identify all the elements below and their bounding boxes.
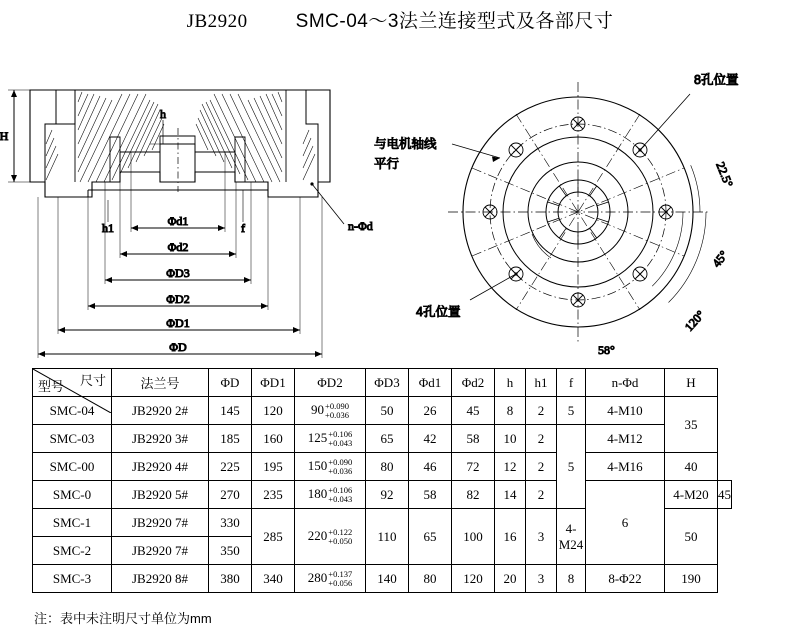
- page-title: [0, 6, 800, 33]
- cell-nd: 4-M12: [586, 425, 665, 453]
- header-h1: h1: [526, 369, 557, 397]
- cell-D1: 235: [252, 481, 295, 509]
- cell-flange: JB2920 2#: [112, 397, 209, 425]
- cell-h1: 2: [526, 425, 557, 453]
- cell-f: 5: [557, 397, 586, 425]
- technical-drawing: [0, 32, 800, 368]
- header-flange: 法兰号: [112, 369, 209, 397]
- cell-D1: 285: [252, 509, 295, 565]
- cell-h: 16: [495, 509, 526, 565]
- table-header-row: [33, 369, 732, 397]
- cell-H: 35: [665, 397, 718, 453]
- label-angle-22-5: 22.5°: [713, 159, 736, 190]
- cell-d2: 82: [452, 481, 495, 509]
- cell-nd: 4-M10: [586, 397, 665, 425]
- cell-flange: JB2920 4#: [112, 453, 209, 481]
- cell-model: SMC-3: [33, 565, 112, 593]
- cell-d1: 80: [409, 565, 452, 593]
- cell-D3: 92: [366, 481, 409, 509]
- cell-h: 10: [495, 425, 526, 453]
- label-angle-45: 45°: [709, 247, 731, 270]
- cell-flange: JB2920 7#: [112, 509, 209, 537]
- label-angle-120: 120°: [681, 307, 708, 335]
- cell-D3: 80: [366, 453, 409, 481]
- cell-f: 5: [557, 425, 586, 509]
- title-code: JB2920: [186, 11, 248, 32]
- table-row: [33, 565, 732, 593]
- cell-D2: 125+0.106 +0.043: [295, 425, 366, 453]
- cell-d1: 26: [409, 397, 452, 425]
- cell-nd: 4-M20: [665, 481, 718, 509]
- header-h: h: [495, 369, 526, 397]
- cell-model: SMC-03: [33, 425, 112, 453]
- header-corner-cell: [33, 369, 112, 397]
- cell-model: SMC-2: [33, 537, 112, 565]
- dim-d1-label: Φd1: [167, 214, 189, 228]
- cell-h: 14: [495, 481, 526, 509]
- cell-D3: 50: [366, 397, 409, 425]
- header-model-label: 型号: [38, 379, 65, 394]
- cell-D: 380: [209, 565, 252, 593]
- cell-nd: 4-M24: [557, 509, 586, 565]
- cell-h1: 2: [526, 453, 557, 481]
- cell-f: 6: [586, 481, 665, 565]
- cell-h1: 3: [526, 509, 557, 565]
- dim-h1-label: h1: [102, 221, 114, 235]
- header-H: H: [665, 369, 718, 397]
- cell-H: 50: [665, 509, 718, 565]
- cell-d2: 72: [452, 453, 495, 481]
- dim-H-label: H: [0, 129, 9, 143]
- cell-nd: 8-Φ22: [586, 565, 665, 593]
- cell-D: 350: [209, 537, 252, 565]
- header-d1: Φd1: [409, 369, 452, 397]
- label-8-holes: 8孔位置: [694, 73, 739, 87]
- cell-D: 225: [209, 453, 252, 481]
- cell-H: 40: [665, 453, 718, 481]
- cell-H: 45: [718, 481, 732, 509]
- cell-d2: 100: [452, 509, 495, 565]
- table-row: [33, 481, 732, 509]
- cell-D2: 180+0.106 +0.043: [295, 481, 366, 509]
- label-parallel-line2: 平行: [374, 157, 400, 171]
- dim-D1-label: ΦD1: [166, 316, 190, 330]
- cell-model: SMC-1: [33, 509, 112, 537]
- cell-model: SMC-04: [33, 397, 112, 425]
- cell-h: 20: [495, 565, 526, 593]
- header-d2: Φd2: [452, 369, 495, 397]
- cell-f: 8: [557, 565, 586, 593]
- dim-D-label: ΦD: [169, 340, 187, 354]
- header-D3: ΦD3: [366, 369, 409, 397]
- table-row: [33, 425, 732, 453]
- header-nd: n-Φd: [586, 369, 665, 397]
- cell-d1: 65: [409, 509, 452, 565]
- header-size-label: 尺寸: [79, 373, 106, 388]
- cell-h1: 2: [526, 481, 557, 509]
- cell-D: 330: [209, 509, 252, 537]
- title-text: SMC-04～3法兰连接型式及各部尺寸: [295, 11, 614, 32]
- cell-D3: 65: [366, 425, 409, 453]
- cell-h: 8: [495, 397, 526, 425]
- cell-d1: 42: [409, 425, 452, 453]
- cell-D1: 195: [252, 453, 295, 481]
- dim-f-label: f: [241, 221, 245, 235]
- header-D1: ΦD1: [252, 369, 295, 397]
- label-angle-58: 58°: [598, 343, 615, 357]
- dim-d2-label: Φd2: [167, 240, 189, 254]
- dim-D2-label: ΦD2: [166, 292, 190, 306]
- specification-table: [32, 368, 732, 593]
- dim-h-label: h: [160, 107, 166, 121]
- dim-nd-label: n-Φd: [348, 219, 373, 233]
- cell-D2: 280+0.137 +0.056: [295, 565, 366, 593]
- cell-D1: 340: [252, 565, 295, 593]
- label-4-holes: 4孔位置: [416, 305, 461, 319]
- footnote: 注：表中未注明尺寸单位为mm: [34, 611, 212, 626]
- cell-D1: 120: [252, 397, 295, 425]
- table-row: [33, 453, 732, 481]
- cell-D2: 220+0.122 +0.050: [295, 509, 366, 565]
- cell-D2: 90+0.090 +0.036: [295, 397, 366, 425]
- cell-d2: 58: [452, 425, 495, 453]
- cell-flange: JB2920 3#: [112, 425, 209, 453]
- header-D: ΦD: [209, 369, 252, 397]
- cell-d1: 46: [409, 453, 452, 481]
- cell-flange: JB2920 7#: [112, 537, 209, 565]
- cell-D3: 140: [366, 565, 409, 593]
- cell-h1: 2: [526, 397, 557, 425]
- cell-D1: 160: [252, 425, 295, 453]
- cell-H: 190: [665, 565, 718, 593]
- table-row: [33, 397, 732, 425]
- cell-d2: 45: [452, 397, 495, 425]
- cell-D: 145: [209, 397, 252, 425]
- cell-h: 12: [495, 453, 526, 481]
- cell-D: 185: [209, 425, 252, 453]
- cell-D: 270: [209, 481, 252, 509]
- cell-nd: 4-M16: [586, 453, 665, 481]
- cell-D2: 150+0.090 +0.036: [295, 453, 366, 481]
- cell-h1: 3: [526, 565, 557, 593]
- header-f: f: [557, 369, 586, 397]
- label-parallel-line1: 与电机轴线: [374, 137, 437, 151]
- cell-model: SMC-00: [33, 453, 112, 481]
- header-D2: ΦD2: [295, 369, 366, 397]
- cell-flange: JB2920 5#: [112, 481, 209, 509]
- cell-d1: 58: [409, 481, 452, 509]
- cell-model: SMC-0: [33, 481, 112, 509]
- cell-flange: JB2920 8#: [112, 565, 209, 593]
- cell-D3: 110: [366, 509, 409, 565]
- dim-D3-label: ΦD3: [166, 266, 190, 280]
- cell-d2: 120: [452, 565, 495, 593]
